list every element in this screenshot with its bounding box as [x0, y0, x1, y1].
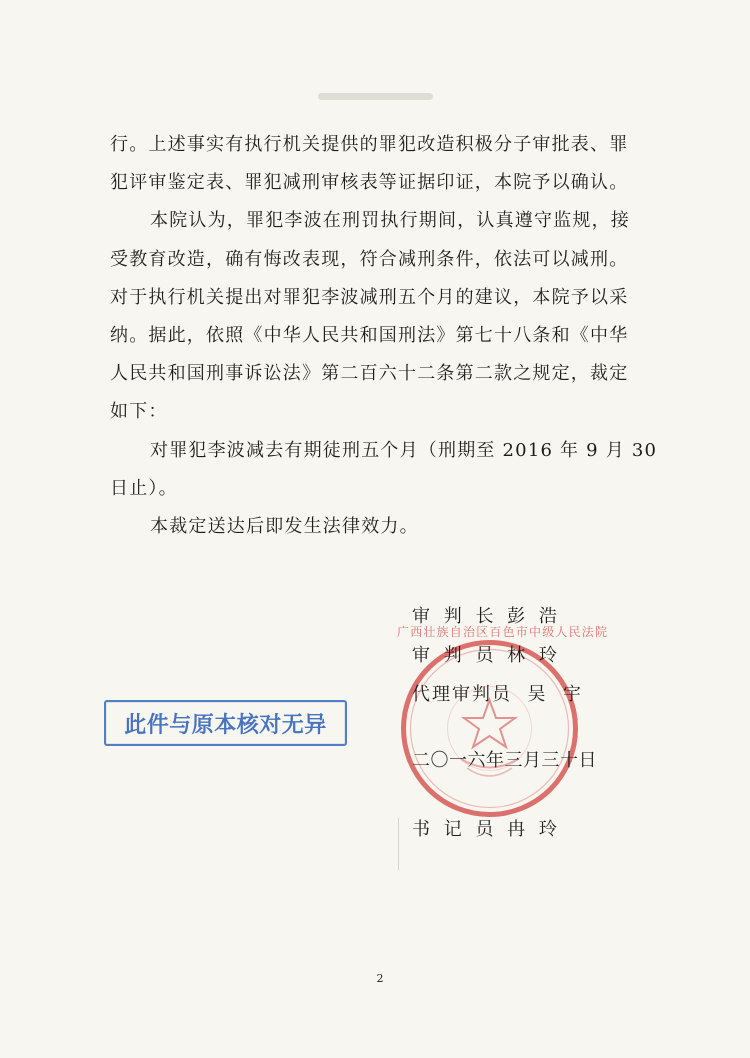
body-line-4: 受教育改造，确有悔改表现，符合减刑条件，依法可以减刑。 — [110, 248, 629, 270]
body-line-10: 日止）。 — [110, 477, 178, 499]
seal-text: 广西壮族自治区百色市中级人民法院 — [397, 625, 609, 639]
body-line-11: 本裁定送达后即发生法律效力。 — [150, 515, 419, 537]
presiding-judge-signature: 审 判 长 彭 浩 — [412, 606, 561, 627]
ruling-body — [110, 126, 658, 546]
body-line-5: 对于执行机关提出对罪犯李波减刑五个月的建议，本院予以采 — [110, 286, 629, 308]
margin-line — [398, 818, 399, 870]
judge-signature: 审 判 员 林 玲 — [412, 645, 561, 666]
body-line-9: 对罪犯李波减去有期徒刑五个月（刑期至 2016 年 9 月 30 — [150, 439, 658, 461]
verification-stamp: 此件与原本核对无异 — [104, 700, 347, 746]
body-line-8: 如下： — [110, 401, 168, 423]
body-line-7: 人民共和国刑事诉讼法》第二百六十二条第二款之规定，裁定 — [110, 363, 629, 385]
body-line-1: 行。上述事实有执行机关提供的罪犯改造积极分子审批表、罪 — [110, 134, 629, 155]
body-line-3: 本院认为，罪犯李波在刑罚执行期间，认真遵守监规，接 — [150, 210, 630, 232]
acting-judge-signature: 代理审判员 吴 宇 — [412, 684, 583, 705]
ruling-date: 二〇一六年三月三十日 — [412, 750, 597, 771]
body-line-2: 犯评审鉴定表、罪犯减刑审核表等证据印证，本院予以确认。 — [110, 172, 629, 194]
page-number: 2 — [376, 972, 384, 985]
header-smudge — [318, 93, 433, 100]
clerk-signature: 书 记 员 冉 玲 — [412, 819, 561, 840]
body-line-6: 纳。据此，依照《中华人民共和国刑法》第七十八条和《中华 — [110, 324, 629, 346]
